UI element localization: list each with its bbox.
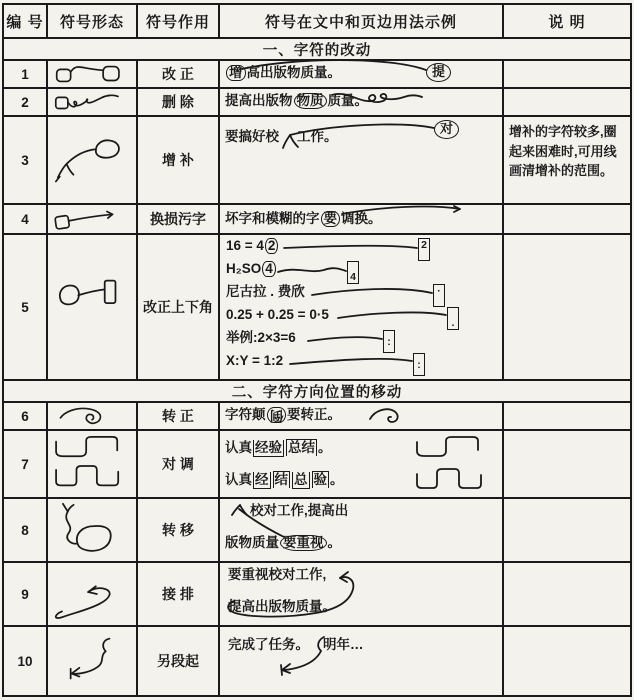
row-8-number bbox=[4, 499, 48, 563]
row-3-action-text: 增 补 bbox=[162, 152, 194, 168]
row-9-remarks bbox=[504, 563, 630, 627]
mark-char: : bbox=[387, 335, 391, 348]
row-7-symbol-cell bbox=[48, 431, 138, 499]
row-3-remarks bbox=[504, 117, 630, 205]
circled-superscript-char: 2 bbox=[265, 238, 279, 254]
row-6-action bbox=[138, 403, 220, 431]
example-text: 。 bbox=[327, 535, 341, 550]
row-10-number bbox=[4, 627, 48, 695]
new-paragraph-symbol-icon bbox=[48, 628, 136, 694]
mark-char: 4 bbox=[350, 271, 356, 283]
row-5-remarks bbox=[504, 235, 630, 381]
position-box-colon-2 bbox=[413, 353, 425, 376]
row-3-number bbox=[4, 117, 48, 205]
example-text: 字符颠 bbox=[225, 407, 266, 422]
row-3-symbol-cell bbox=[48, 117, 138, 205]
row-6-remarks bbox=[504, 403, 630, 431]
header-remarks-label: 说 明 bbox=[548, 13, 586, 31]
row-7-number bbox=[4, 431, 48, 499]
example-text: 要转正。 bbox=[287, 407, 341, 422]
position-box-middot bbox=[433, 284, 445, 307]
example-text: 明年… bbox=[323, 637, 364, 652]
row-10-number-text: 10 bbox=[17, 653, 33, 669]
row-5-example bbox=[220, 235, 504, 381]
row-3-action bbox=[138, 117, 220, 205]
header-usage-example-label: 符号在文中和页边用法示例 bbox=[264, 13, 457, 31]
row-1-symbol-cell bbox=[48, 61, 138, 89]
row-2-number-text: 2 bbox=[21, 94, 29, 110]
row-4-action bbox=[138, 205, 220, 235]
example-text: 工作。 bbox=[297, 129, 338, 144]
header-number bbox=[4, 5, 48, 39]
circled-damaged-char: 要 bbox=[321, 211, 341, 227]
rotate-upright-symbol-icon bbox=[48, 403, 136, 429]
example-text: 尼古拉 . 费欣 bbox=[226, 284, 305, 299]
remarks-text: 增补的字符较多,圈起来困难时,可用线画清增补的范围。 bbox=[509, 124, 617, 178]
mark-char: · bbox=[437, 285, 441, 297]
transpose-low-bracket: 经验 bbox=[253, 440, 284, 457]
example-text: 要搞好校 bbox=[225, 129, 279, 144]
example-text: 坏字和模糊的字 bbox=[225, 211, 320, 226]
row-2-action-text: 删 除 bbox=[162, 94, 194, 110]
row-8-action-text: 转 移 bbox=[162, 522, 194, 538]
section-1-title bbox=[4, 39, 630, 61]
row-3-example bbox=[220, 117, 504, 205]
row-9-symbol-cell bbox=[48, 563, 138, 627]
example-text: 调换。 bbox=[341, 211, 382, 226]
circled-move-chars: 要重视 bbox=[280, 535, 327, 551]
margin-insert-char: 对 bbox=[434, 120, 459, 139]
margin-correction-char: 提 bbox=[426, 63, 451, 82]
correction-symbol-icon bbox=[48, 61, 136, 87]
transpose-high-bracket: 结 bbox=[274, 472, 288, 487]
section-2-title bbox=[4, 381, 630, 403]
row-6-symbol-cell bbox=[48, 403, 138, 431]
example-text: 提高出版物质量。 bbox=[228, 599, 336, 614]
example-text: 提高出版物 bbox=[225, 93, 293, 108]
section-2-text: 二、字符方向位置的移动 bbox=[231, 384, 403, 401]
row-4-number-text: 4 bbox=[21, 211, 29, 227]
example-text: 完成了任务。 bbox=[228, 637, 309, 652]
run-on-symbol-icon bbox=[48, 563, 136, 625]
row-8-number-text: 8 bbox=[21, 522, 29, 538]
row-8-example bbox=[220, 499, 504, 563]
row-5-number-text: 5 bbox=[21, 299, 29, 315]
row-2-symbol-cell bbox=[48, 89, 138, 117]
row-8-action bbox=[138, 499, 220, 563]
row-10-example bbox=[220, 627, 504, 695]
row-1-remarks bbox=[504, 61, 630, 89]
replace-damaged-char-symbol-icon bbox=[48, 205, 136, 233]
header-symbol-form bbox=[48, 5, 138, 39]
row-1-action bbox=[138, 61, 220, 89]
mark-char: . bbox=[451, 317, 455, 329]
circled-subscript-char: 4 bbox=[262, 261, 276, 277]
position-box-period bbox=[447, 307, 459, 330]
row-6-number bbox=[4, 403, 48, 431]
section-1-text: 一、字符的改动 bbox=[262, 42, 372, 59]
example-text: 质量。 bbox=[327, 93, 368, 108]
row-1-action-text: 改 正 bbox=[162, 66, 194, 82]
row-4-example bbox=[220, 205, 504, 235]
example-text: 0.25 + 0.25 = 0·5 bbox=[226, 307, 329, 322]
row-9-example bbox=[220, 563, 504, 627]
row-9-number bbox=[4, 563, 48, 627]
row-4-number bbox=[4, 205, 48, 235]
row-5-symbol-cell bbox=[48, 235, 138, 381]
example-text: 16 = 4 bbox=[226, 238, 264, 253]
position-box-colon-1 bbox=[383, 330, 395, 353]
circled-wrong-char: 增 bbox=[226, 65, 246, 81]
example-text: 认真 bbox=[225, 440, 252, 455]
symbols-table bbox=[2, 3, 632, 697]
header-symbol-form-label: 符号形态 bbox=[59, 13, 124, 31]
row-6-number-text: 6 bbox=[21, 408, 29, 424]
row-5-action bbox=[138, 235, 220, 381]
row-4-action-text: 换损污字 bbox=[150, 211, 206, 227]
move-text-symbol-icon bbox=[48, 499, 136, 561]
row-2-number bbox=[4, 89, 48, 117]
row-4-remarks bbox=[504, 205, 630, 235]
header-symbol-function-label: 符号作用 bbox=[145, 13, 210, 31]
row-9-action-text: 接 排 bbox=[162, 586, 194, 602]
transpose-low-bracket: 经 bbox=[253, 472, 271, 489]
row-9-number-text: 9 bbox=[21, 586, 29, 602]
insert-symbol-icon bbox=[48, 117, 136, 203]
row-10-action bbox=[138, 627, 220, 695]
row-6-action-text: 转 正 bbox=[162, 408, 194, 424]
row-9-action bbox=[138, 563, 220, 627]
header-number-label: 编 号 bbox=[6, 13, 44, 31]
circled-delete-chars: 物质 bbox=[294, 93, 327, 109]
example-text: X:Y = 1:2 bbox=[226, 353, 284, 368]
row-7-action bbox=[138, 431, 220, 499]
row-10-remarks bbox=[504, 627, 630, 695]
position-box-subscript bbox=[347, 261, 359, 284]
row-8-symbol-cell bbox=[48, 499, 138, 563]
example-text: 要重视校对工作, bbox=[228, 567, 327, 582]
row-1-example bbox=[220, 61, 504, 89]
row-1-number-text: 1 bbox=[21, 66, 29, 82]
inverted-char: 倒 bbox=[269, 408, 283, 424]
example-text: 。 bbox=[318, 440, 332, 455]
transpose-high-bracket: 验 bbox=[313, 472, 327, 487]
header-usage-example bbox=[220, 5, 504, 39]
row-7-remarks bbox=[504, 431, 630, 499]
position-box-superscript bbox=[418, 238, 430, 261]
transpose-high-bracket: 总结 bbox=[288, 440, 315, 455]
row-3-number-text: 3 bbox=[21, 152, 29, 168]
example-text: 。 bbox=[330, 472, 344, 487]
row-2-action bbox=[138, 89, 220, 117]
example-text: 校对工作,提高出 bbox=[250, 503, 349, 518]
example-text: 认真 bbox=[225, 472, 252, 487]
row-7-action-text: 对 调 bbox=[162, 456, 194, 472]
mark-char: : bbox=[417, 358, 421, 371]
header-symbol-function bbox=[138, 5, 220, 39]
row-8-remarks bbox=[504, 499, 630, 563]
row-2-example bbox=[220, 89, 504, 117]
transpose-symbol-icon bbox=[48, 431, 136, 497]
row-7-number-text: 7 bbox=[21, 456, 29, 472]
header-remarks bbox=[504, 5, 630, 39]
row-6-example bbox=[220, 403, 504, 431]
example-text: 高出版物质量。 bbox=[246, 65, 341, 80]
transpose-low-bracket: 总 bbox=[292, 472, 310, 489]
delete-symbol-icon bbox=[48, 89, 136, 115]
example-text: H₂SO bbox=[226, 261, 262, 276]
row-5-action-text: 改正上下角 bbox=[143, 299, 213, 315]
mark-char: 2 bbox=[421, 239, 427, 251]
fix-superscript-subscript-symbol-icon bbox=[48, 235, 136, 379]
row-4-symbol-cell bbox=[48, 205, 138, 235]
row-5-number bbox=[4, 235, 48, 381]
circled-inverted-char bbox=[267, 407, 287, 423]
row-2-remarks bbox=[504, 89, 630, 117]
example-text: 举例:2×3=6 bbox=[226, 330, 296, 345]
row-1-number bbox=[4, 61, 48, 89]
example-text: 版物质量 bbox=[225, 535, 279, 550]
row-10-action-text: 另段起 bbox=[157, 653, 199, 669]
row-7-example bbox=[220, 431, 504, 499]
row-10-symbol-cell bbox=[48, 627, 138, 695]
